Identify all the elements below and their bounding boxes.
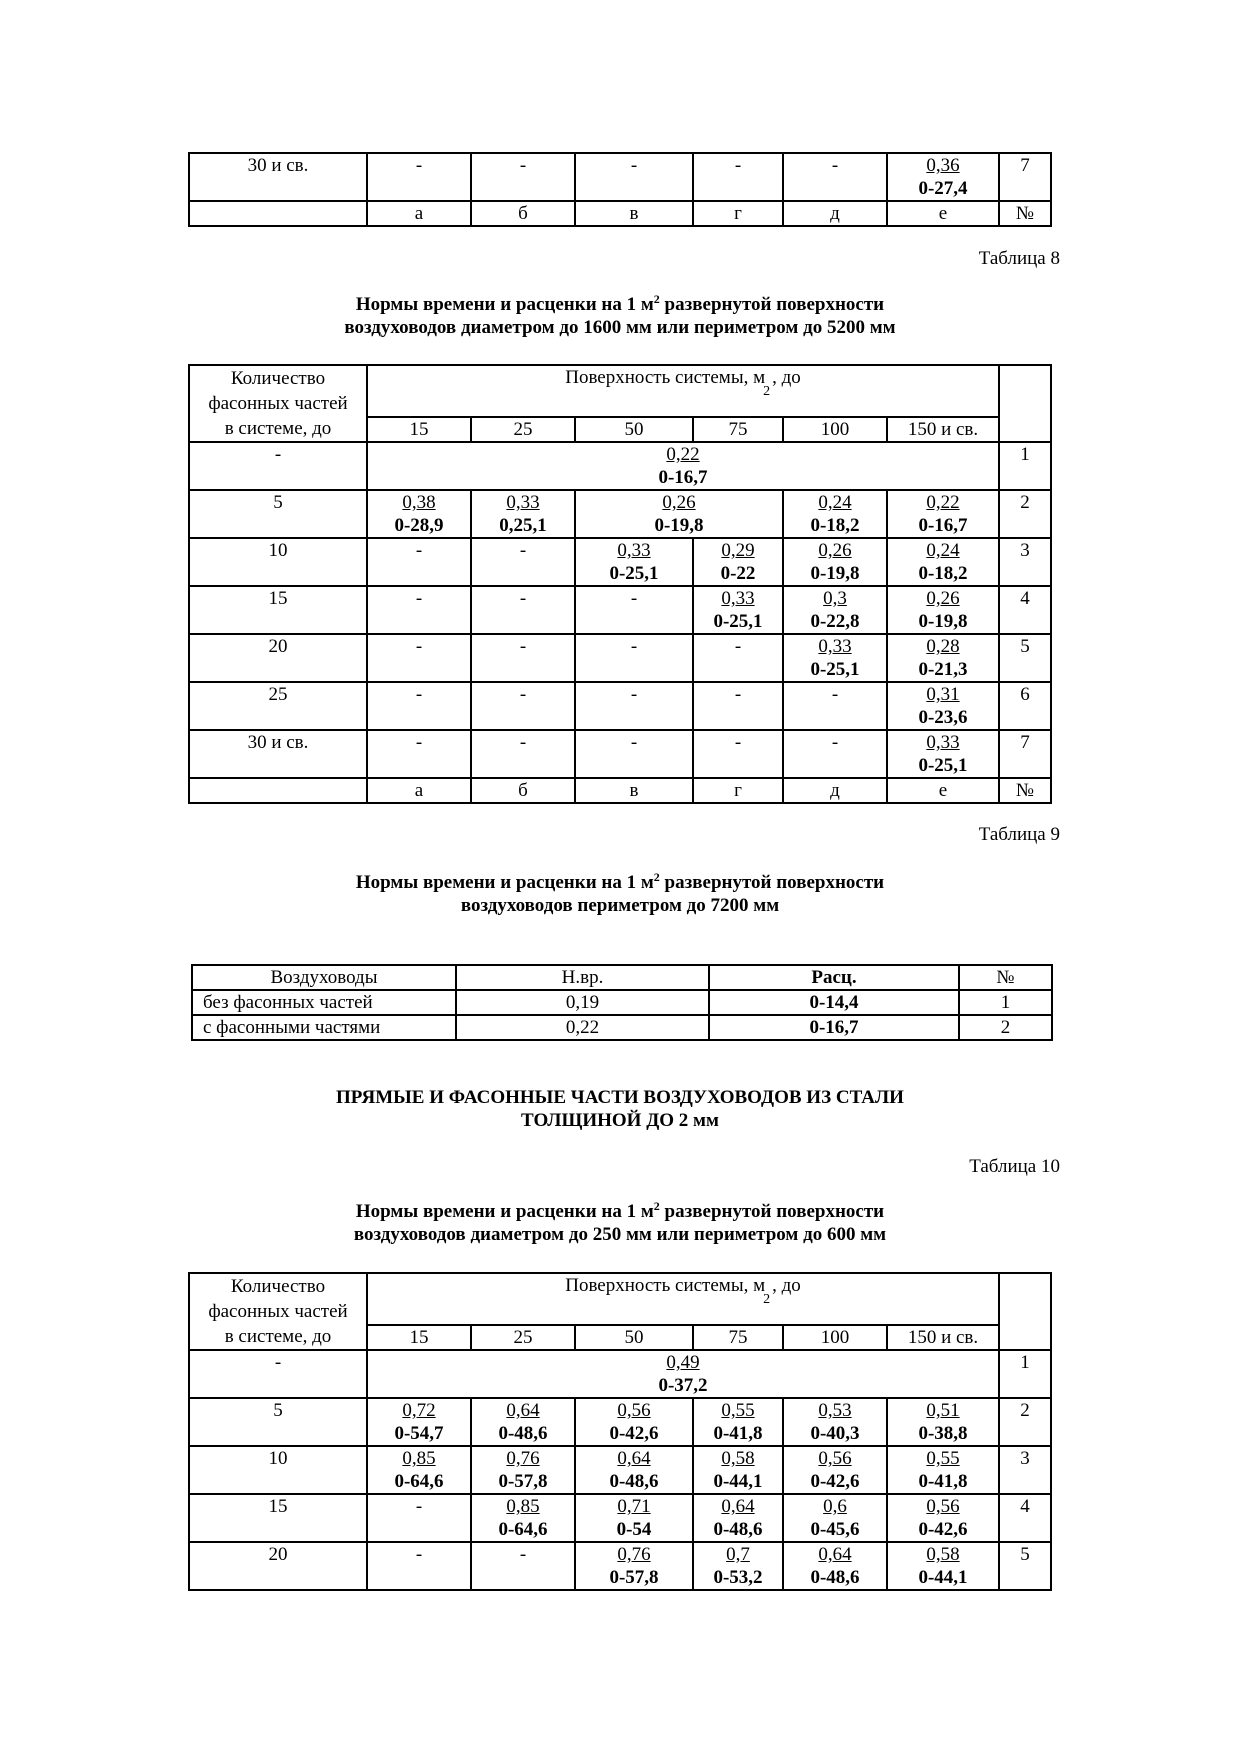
heading-text: ПРЯМЫЕ И ФАСОННЫЕ ЧАСТИ ВОЗДУХОВОДОВ ИЗ СТАЛИ	[336, 1087, 904, 1108]
price-value: 0-25,1	[918, 755, 968, 776]
price-value: 0-23,6	[918, 707, 968, 728]
price-value: 0-42,6	[609, 1423, 659, 1444]
column-header: 15	[367, 1325, 471, 1350]
header-text: фасонных частей	[208, 393, 348, 414]
row-number: 6	[999, 682, 1051, 730]
column-header: 75	[693, 1325, 783, 1350]
norm-value: 0,33	[506, 492, 540, 513]
cell: -	[575, 153, 693, 201]
row-number: 2	[999, 490, 1051, 538]
price-value: 0-18,2	[810, 515, 860, 536]
price-value: 0-44,1	[918, 1567, 968, 1588]
column-header: 15	[367, 417, 471, 442]
letters-row	[189, 778, 1051, 803]
column-letter: б	[471, 778, 575, 803]
header-sub: 2	[763, 384, 771, 399]
column-header: Н.вр.	[456, 965, 709, 990]
table8-label: Таблица 8	[978, 248, 1060, 269]
header-row	[189, 1273, 1051, 1325]
table-row	[189, 153, 1051, 201]
cell: -	[471, 538, 575, 586]
table-row	[189, 586, 1051, 634]
cell	[783, 1446, 887, 1494]
norm-value: 0,33	[926, 732, 960, 753]
column-header: 50	[575, 417, 693, 442]
header-surface	[367, 365, 999, 417]
row-label: -	[189, 442, 367, 490]
number-sign: №	[999, 778, 1051, 803]
cell	[887, 538, 999, 586]
norm-value: 0,33	[617, 540, 651, 561]
header-text: Поверхность системы, м	[565, 1275, 766, 1296]
price-value: 0-37,2	[658, 1375, 708, 1396]
table-row	[189, 1350, 1051, 1398]
row-label: 25	[189, 682, 367, 730]
heading-text: воздуховодов диаметром до 1600 мм или периметром до 5200 мм	[344, 317, 896, 338]
cell	[887, 634, 999, 682]
norm-value: 0,26	[662, 492, 696, 513]
table-row	[189, 1446, 1051, 1494]
header-text: , до	[772, 1275, 801, 1296]
header-text: фасонных частей	[208, 1301, 348, 1322]
price-value: 0-40,3	[810, 1423, 860, 1444]
cell	[887, 153, 999, 201]
cell: -	[693, 682, 783, 730]
price-value: 0-64,6	[498, 1519, 548, 1540]
table-row	[192, 1015, 1052, 1040]
column-letter: а	[367, 778, 471, 803]
norm-value: 0,64	[721, 1496, 755, 1517]
norm-value: 0,64	[506, 1400, 540, 1421]
heading-text: ТОЛЩИНОЙ ДО 2 мм	[521, 1110, 719, 1131]
row-label: 15	[189, 586, 367, 634]
norm-value: 0,49	[666, 1352, 700, 1373]
norm-value: 0,24	[926, 540, 960, 561]
cell	[693, 538, 783, 586]
cell: -	[575, 682, 693, 730]
column-letter: д	[783, 778, 887, 803]
header-row	[189, 365, 1051, 417]
cell	[887, 730, 999, 778]
table-row	[189, 1494, 1051, 1542]
cell: -	[575, 730, 693, 778]
row-number: 4	[999, 586, 1051, 634]
column-letter: в	[575, 201, 693, 226]
norm-value: 0,19	[456, 990, 709, 1015]
heading-sup: 2	[653, 870, 660, 884]
price-value: 0-22,8	[810, 611, 860, 632]
cell: -	[367, 153, 471, 201]
price-value: 0-19,8	[918, 611, 968, 632]
price-value: 0-45,6	[810, 1519, 860, 1540]
cell: -	[367, 1542, 471, 1590]
price-value: 0-57,8	[609, 1567, 659, 1588]
table9-label: Таблица 9	[978, 824, 1060, 845]
cell	[693, 1494, 783, 1542]
column-header: Расц.	[709, 965, 959, 990]
norm-value: 0,64	[617, 1448, 651, 1469]
cell: -	[367, 730, 471, 778]
column-letter: е	[887, 201, 999, 226]
cell: -	[367, 682, 471, 730]
cell	[783, 1542, 887, 1590]
header-quantity	[189, 1273, 367, 1350]
row-label: -	[189, 1350, 367, 1398]
price-value: 0-48,6	[498, 1423, 548, 1444]
column-header: 100	[783, 417, 887, 442]
norm-value: 0,33	[721, 588, 755, 609]
row-label: 20	[189, 1542, 367, 1590]
cell	[575, 1542, 693, 1590]
table-row	[189, 730, 1051, 778]
header-text: Количество	[230, 368, 326, 389]
cell	[693, 1446, 783, 1494]
norm-value: 0,64	[818, 1544, 852, 1565]
heading-text: развернутой поверхности	[659, 872, 885, 893]
cell: -	[471, 682, 575, 730]
price-value: 0-53,2	[713, 1567, 763, 1588]
cell: -	[693, 634, 783, 682]
column-letter: а	[367, 201, 471, 226]
price-value: 0-64,6	[394, 1471, 444, 1492]
cell	[367, 1398, 471, 1446]
cell	[575, 1494, 693, 1542]
norm-value: 0,58	[721, 1448, 755, 1469]
cell: -	[783, 153, 887, 201]
header-text: , до	[772, 367, 801, 388]
price-value: 0-21,3	[918, 659, 968, 680]
norm-value: 0,3	[823, 588, 847, 609]
column-header: 150 и св.	[887, 417, 999, 442]
norm-value: 0,53	[818, 1400, 852, 1421]
cell	[693, 586, 783, 634]
norm-value: 0,31	[926, 684, 960, 705]
price-value: 0-54	[616, 1519, 652, 1540]
header-text: Количество	[230, 1276, 326, 1297]
cell: -	[783, 730, 887, 778]
norm-value: 0,56	[617, 1400, 651, 1421]
row-label: 10	[189, 538, 367, 586]
norm-value: 0,51	[926, 1400, 960, 1421]
row-label: 30 и св.	[189, 153, 367, 201]
table10-heading	[0, 1200, 1240, 1246]
heading-text: развернутой поверхности	[659, 294, 885, 315]
row-number: 7	[999, 153, 1051, 201]
norm-value: 0,72	[402, 1400, 436, 1421]
cell: -	[471, 634, 575, 682]
row-number: 2	[959, 1015, 1052, 1040]
cell	[783, 490, 887, 538]
norm-value: 0,22	[926, 492, 960, 513]
cell	[367, 1350, 999, 1398]
row-number: 1	[959, 990, 1052, 1015]
norm-value: 0,36	[926, 155, 960, 176]
column-header: Воздуховоды	[192, 965, 456, 990]
row-label: 20	[189, 634, 367, 682]
price-value: 0-48,6	[609, 1471, 659, 1492]
norm-value: 0,6	[823, 1496, 847, 1517]
price-value: 0-41,8	[713, 1423, 763, 1444]
column-header: 50	[575, 1325, 693, 1350]
heading-text: Нормы времени и расценки на 1 м	[355, 872, 654, 893]
norm-value: 0,24	[818, 492, 852, 513]
cell	[575, 1446, 693, 1494]
cell: -	[471, 586, 575, 634]
table7-continuation	[188, 152, 1052, 227]
row-number: 4	[999, 1494, 1051, 1542]
norm-value: 0,33	[818, 636, 852, 657]
price-value: 0-28,9	[394, 515, 444, 536]
norm-value: 0,71	[617, 1496, 651, 1517]
norm-value: 0,85	[402, 1448, 436, 1469]
cell: -	[471, 153, 575, 201]
row-label: без фасонных частей	[192, 990, 456, 1015]
cell	[367, 490, 471, 538]
cell: -	[575, 586, 693, 634]
cell: -	[693, 730, 783, 778]
price-value: 0-54,7	[394, 1423, 444, 1444]
price-value: 0-25,1	[713, 611, 763, 632]
letters-row	[189, 201, 1051, 226]
price-value: 0-42,6	[918, 1519, 968, 1540]
norm-value: 0,76	[617, 1544, 651, 1565]
price-value: 0-48,6	[713, 1519, 763, 1540]
table-row	[189, 442, 1051, 490]
norm-value: 0,55	[721, 1400, 755, 1421]
heading-text: развернутой поверхности	[659, 1201, 885, 1222]
norm-value: 0,76	[506, 1448, 540, 1469]
norm-value: 0,56	[818, 1448, 852, 1469]
cell: -	[367, 1494, 471, 1542]
header-empty	[999, 1273, 1051, 1350]
norm-value: 0,55	[926, 1448, 960, 1469]
cell: -	[471, 730, 575, 778]
cell	[693, 1398, 783, 1446]
table-row	[189, 634, 1051, 682]
table-row	[189, 490, 1051, 538]
heading-sup: 2	[653, 1199, 660, 1213]
norm-value: 0,38	[402, 492, 436, 513]
row-number: 1	[999, 1350, 1051, 1398]
price-value: 0-18,2	[918, 563, 968, 584]
table9	[191, 964, 1053, 1041]
column-letter: е	[887, 778, 999, 803]
column-header: 75	[693, 417, 783, 442]
price-value: 0-16,7	[918, 515, 968, 536]
cell	[887, 1398, 999, 1446]
cell	[783, 1494, 887, 1542]
table-row	[189, 1542, 1051, 1590]
norm-value: 0,26	[926, 588, 960, 609]
cell	[367, 1446, 471, 1494]
cell	[887, 1542, 999, 1590]
table-row	[189, 538, 1051, 586]
column-letter: б	[471, 201, 575, 226]
norm-value: 0,85	[506, 1496, 540, 1517]
norm-value: 0,22	[666, 444, 700, 465]
section-heading	[0, 1086, 1240, 1132]
cell	[783, 586, 887, 634]
header-surface	[367, 1273, 999, 1325]
column-header: 25	[471, 1325, 575, 1350]
row-label: 30 и св.	[189, 730, 367, 778]
header-text: в системе, до	[224, 418, 332, 439]
column-header: 25	[471, 417, 575, 442]
price-value: 0-41,8	[918, 1471, 968, 1492]
table-row	[189, 1398, 1051, 1446]
cell	[471, 1446, 575, 1494]
cell: -	[471, 1542, 575, 1590]
cell	[575, 490, 783, 538]
row-label: 15	[189, 1494, 367, 1542]
price-value: 0,25,1	[499, 515, 547, 536]
price-value: 0-44,1	[713, 1471, 763, 1492]
row-number: 7	[999, 730, 1051, 778]
cell: -	[693, 153, 783, 201]
price-value: 0-42,6	[810, 1471, 860, 1492]
cell	[887, 490, 999, 538]
header-text: Поверхность системы, м	[565, 367, 766, 388]
cell	[783, 538, 887, 586]
number-sign: №	[999, 201, 1051, 226]
price-value: 0-19,8	[810, 563, 860, 584]
table8	[188, 364, 1052, 804]
header-empty	[999, 365, 1051, 442]
norm-value: 0,29	[721, 540, 755, 561]
cell	[693, 1542, 783, 1590]
row-label: 5	[189, 1398, 367, 1446]
cell	[575, 538, 693, 586]
row-number: 3	[999, 1446, 1051, 1494]
header-text: в системе, до	[224, 1326, 332, 1347]
cell: -	[575, 634, 693, 682]
norm-value: 0,26	[818, 540, 852, 561]
heading-text: воздуховодов периметром до 7200 мм	[460, 895, 780, 916]
column-letter: г	[693, 201, 783, 226]
table8-heading	[0, 293, 1240, 339]
price-value: 0-22	[720, 563, 756, 584]
price-value: 0-19,8	[654, 515, 704, 536]
norm-value: 0,58	[926, 1544, 960, 1565]
row-number: 3	[999, 538, 1051, 586]
table9-heading	[0, 871, 1240, 917]
row-number: 2	[999, 1398, 1051, 1446]
norm-value: 0,7	[726, 1544, 750, 1565]
table10	[188, 1272, 1052, 1591]
row-number: 5	[999, 1542, 1051, 1590]
cell	[189, 201, 367, 226]
price-value: 0-25,1	[609, 563, 659, 584]
price-value: 0-16,7	[658, 467, 708, 488]
cell	[887, 682, 999, 730]
heading-text: воздуховодов диаметром до 250 мм или периметром до 600 мм	[353, 1224, 887, 1245]
norm-value: 0,22	[456, 1015, 709, 1040]
cell	[887, 1494, 999, 1542]
cell	[887, 1446, 999, 1494]
cell: -	[367, 634, 471, 682]
norm-value: 0,56	[926, 1496, 960, 1517]
cell: -	[367, 586, 471, 634]
price-value: 0-27,4	[918, 178, 968, 199]
column-header: №	[959, 965, 1052, 990]
column-letter: в	[575, 778, 693, 803]
header-row	[192, 965, 1052, 990]
cell	[471, 1494, 575, 1542]
cell	[575, 1398, 693, 1446]
column-header: 150 и св.	[887, 1325, 999, 1350]
price-value: 0-48,6	[810, 1567, 860, 1588]
table10-label: Таблица 10	[969, 1156, 1060, 1177]
cell	[189, 778, 367, 803]
cell	[367, 442, 999, 490]
cell	[783, 1398, 887, 1446]
price-value: 0-16,7	[709, 1015, 959, 1040]
cell	[471, 1398, 575, 1446]
heading-sup: 2	[653, 292, 660, 306]
header-sub: 2	[763, 1292, 771, 1307]
table-row	[192, 990, 1052, 1015]
cell	[471, 490, 575, 538]
column-header: 100	[783, 1325, 887, 1350]
cell: -	[783, 682, 887, 730]
row-label: с фасонными частями	[192, 1015, 456, 1040]
column-letter: г	[693, 778, 783, 803]
price-value: 0-25,1	[810, 659, 860, 680]
cell	[887, 586, 999, 634]
row-number: 5	[999, 634, 1051, 682]
price-value: 0-57,8	[498, 1471, 548, 1492]
row-label: 10	[189, 1446, 367, 1494]
heading-text: Нормы времени и расценки на 1 м	[355, 294, 654, 315]
cell	[783, 634, 887, 682]
price-value: 0-38,8	[918, 1423, 968, 1444]
row-label: 5	[189, 490, 367, 538]
table-row	[189, 682, 1051, 730]
heading-text: Нормы времени и расценки на 1 м	[355, 1201, 654, 1222]
row-number: 1	[999, 442, 1051, 490]
header-quantity	[189, 365, 367, 442]
column-letter: д	[783, 201, 887, 226]
price-value: 0-14,4	[709, 990, 959, 1015]
norm-value: 0,28	[926, 636, 960, 657]
cell: -	[367, 538, 471, 586]
